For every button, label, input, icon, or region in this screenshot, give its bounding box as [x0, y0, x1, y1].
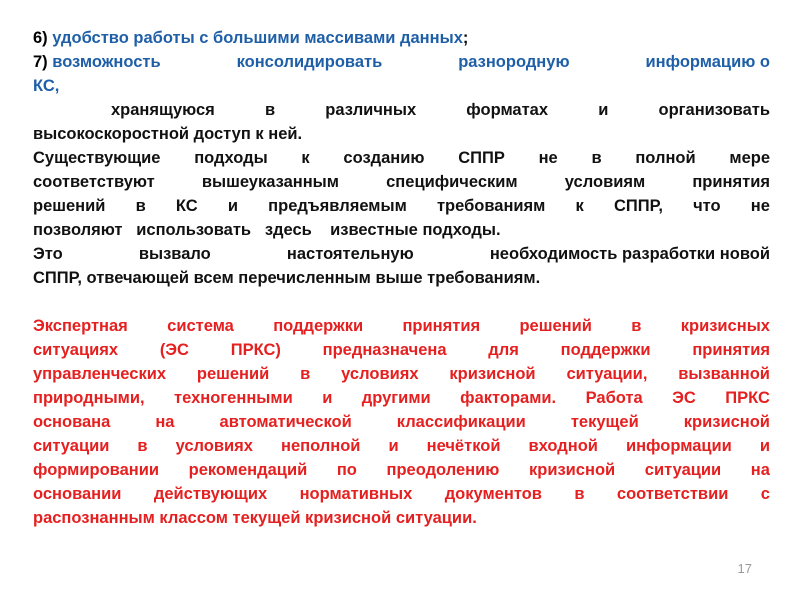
word: классификации — [396, 413, 526, 431]
word: к — [575, 197, 584, 215]
word: Существующие — [33, 149, 161, 167]
paragraph-line — [33, 218, 770, 242]
word: по — [336, 461, 357, 479]
word: не — [538, 149, 558, 167]
word: СППР — [458, 149, 505, 167]
word: основании — [33, 485, 122, 503]
word: и — [322, 389, 333, 407]
list-item-7 — [33, 50, 770, 74]
word: основана — [33, 413, 111, 431]
word: хранящуюся — [111, 101, 215, 119]
word: нормативных — [299, 485, 413, 503]
word-group — [490, 242, 770, 266]
word: формировании — [33, 461, 160, 479]
word: что — [693, 197, 721, 215]
word: вызванной — [678, 365, 770, 383]
paragraph-line — [33, 338, 770, 362]
word: решений — [33, 197, 106, 215]
list-number: 6) — [33, 29, 48, 47]
word: документов — [444, 485, 542, 503]
word: для — [488, 341, 519, 359]
list-item-7-first — [33, 50, 161, 74]
word: система — [167, 317, 234, 335]
paragraph-line — [33, 482, 770, 506]
word: природными, — [33, 389, 145, 407]
word: с — [760, 485, 770, 503]
word: кризисной — [528, 461, 616, 479]
list-item-text: удобство работы с большими массивами данных — [47, 29, 463, 47]
word: и — [388, 437, 399, 455]
word: необходимость — [489, 245, 618, 263]
word: ситуации — [644, 461, 722, 479]
word: возможность — [52, 53, 161, 71]
list-item-7-tail: КС, — [33, 77, 60, 95]
word: вызвало — [138, 245, 211, 263]
word: консолидировать — [236, 53, 383, 71]
word: автоматической — [219, 413, 352, 431]
word: в — [591, 149, 602, 167]
paragraph-line — [33, 458, 770, 482]
word: информации — [625, 437, 732, 455]
word: условиям — [564, 173, 646, 191]
paragraph-line — [33, 386, 770, 410]
word: в — [300, 365, 311, 383]
word: решений — [196, 365, 270, 383]
word: новой — [719, 245, 770, 263]
word: кризисных — [680, 317, 770, 335]
continuation-line-2: высокоскоростной доступ к ней. — [33, 125, 303, 143]
word: вышеуказанным — [201, 173, 339, 191]
word: в — [631, 317, 642, 335]
word: рекомендаций — [188, 461, 308, 479]
paragraph-existing-approaches — [33, 146, 770, 242]
word: ситуациях — [33, 341, 119, 359]
word: входной — [528, 437, 598, 455]
word: не — [750, 197, 770, 215]
slide-content — [33, 26, 770, 530]
word: неполной — [280, 437, 361, 455]
word: принятия — [692, 173, 770, 191]
word: здесь — [264, 221, 312, 239]
word: кризисной — [449, 365, 536, 383]
word: условиях — [175, 437, 253, 455]
word: кризисной — [683, 413, 770, 431]
word: СППР, — [613, 197, 663, 215]
word: предъявляемым — [268, 197, 407, 215]
word: к — [301, 149, 310, 167]
word: другими — [361, 389, 431, 407]
word: действующих — [153, 485, 268, 503]
paragraph-line — [33, 146, 770, 170]
word: принятия — [692, 341, 770, 359]
word: разработки — [621, 245, 716, 263]
paragraph-line: распознанным классом текущей кризисной ситуации. — [33, 509, 477, 527]
word: условиях — [341, 365, 419, 383]
word: Работа — [585, 389, 643, 407]
word: использовать — [136, 221, 252, 239]
word: соответствуют — [33, 173, 155, 191]
word: нечёткой — [426, 437, 501, 455]
continuation-line-1 — [33, 98, 770, 122]
word: на — [155, 413, 175, 431]
word: подходы — [194, 149, 268, 167]
paragraph-gap — [33, 290, 770, 314]
word: полной — [635, 149, 696, 167]
word: позволяют — [33, 221, 123, 239]
word: техногенными — [174, 389, 293, 407]
word: требованиям — [436, 197, 546, 215]
page-number: 17 — [737, 561, 752, 576]
paragraph-line — [33, 314, 770, 338]
paragraph-line — [33, 362, 770, 386]
word: ПРКС — [725, 389, 770, 407]
word: Экспертная — [33, 317, 128, 335]
word: поддержки — [560, 341, 651, 359]
paragraph-line — [33, 170, 770, 194]
word: организовать — [658, 101, 770, 119]
word: созданию — [343, 149, 425, 167]
list-item-tail: ; — [462, 29, 469, 47]
word: предназначена — [322, 341, 447, 359]
word: ПРКС) — [230, 341, 281, 359]
word: в — [574, 485, 585, 503]
word: ситуации — [33, 437, 110, 455]
word: мере — [729, 149, 770, 167]
word: текущей — [570, 413, 639, 431]
word: преодолению — [386, 461, 500, 479]
word: подходы. — [422, 221, 501, 239]
word: разнородную — [458, 53, 570, 71]
paragraph-line — [33, 410, 770, 434]
word: специфическим — [386, 173, 518, 191]
word: управленческих — [33, 365, 167, 383]
word: и — [598, 101, 609, 119]
word: соответствии — [616, 485, 729, 503]
word: (ЭС — [159, 341, 189, 359]
word: КС — [175, 197, 198, 215]
word: факторами. — [460, 389, 557, 407]
word: ситуации, — [566, 365, 648, 383]
word: известные — [330, 221, 418, 239]
paragraph-line: СППР, отвечающей всем перечисленным выше требованиям. — [33, 269, 541, 287]
word: настоятельную — [286, 245, 414, 263]
word: Это — [33, 245, 63, 263]
paragraph-expert-system — [33, 314, 770, 530]
list-number: 7) — [33, 53, 48, 71]
paragraph-line — [33, 194, 770, 218]
paragraph-new-dss — [33, 242, 770, 290]
word: форматах — [466, 101, 549, 119]
list-item-6 — [33, 26, 770, 50]
paragraph-line — [33, 242, 770, 266]
word: в — [137, 437, 148, 455]
word: информацию о — [645, 53, 770, 71]
word: принятия — [402, 317, 481, 335]
word: в — [135, 197, 146, 215]
word: и — [759, 437, 770, 455]
paragraph-line — [33, 434, 770, 458]
word: поддержки — [273, 317, 364, 335]
word: решений — [519, 317, 592, 335]
word: различных — [325, 101, 417, 119]
word: ЭС — [672, 389, 696, 407]
word: на — [750, 461, 770, 479]
word: и — [227, 197, 238, 215]
word: в — [264, 101, 276, 119]
